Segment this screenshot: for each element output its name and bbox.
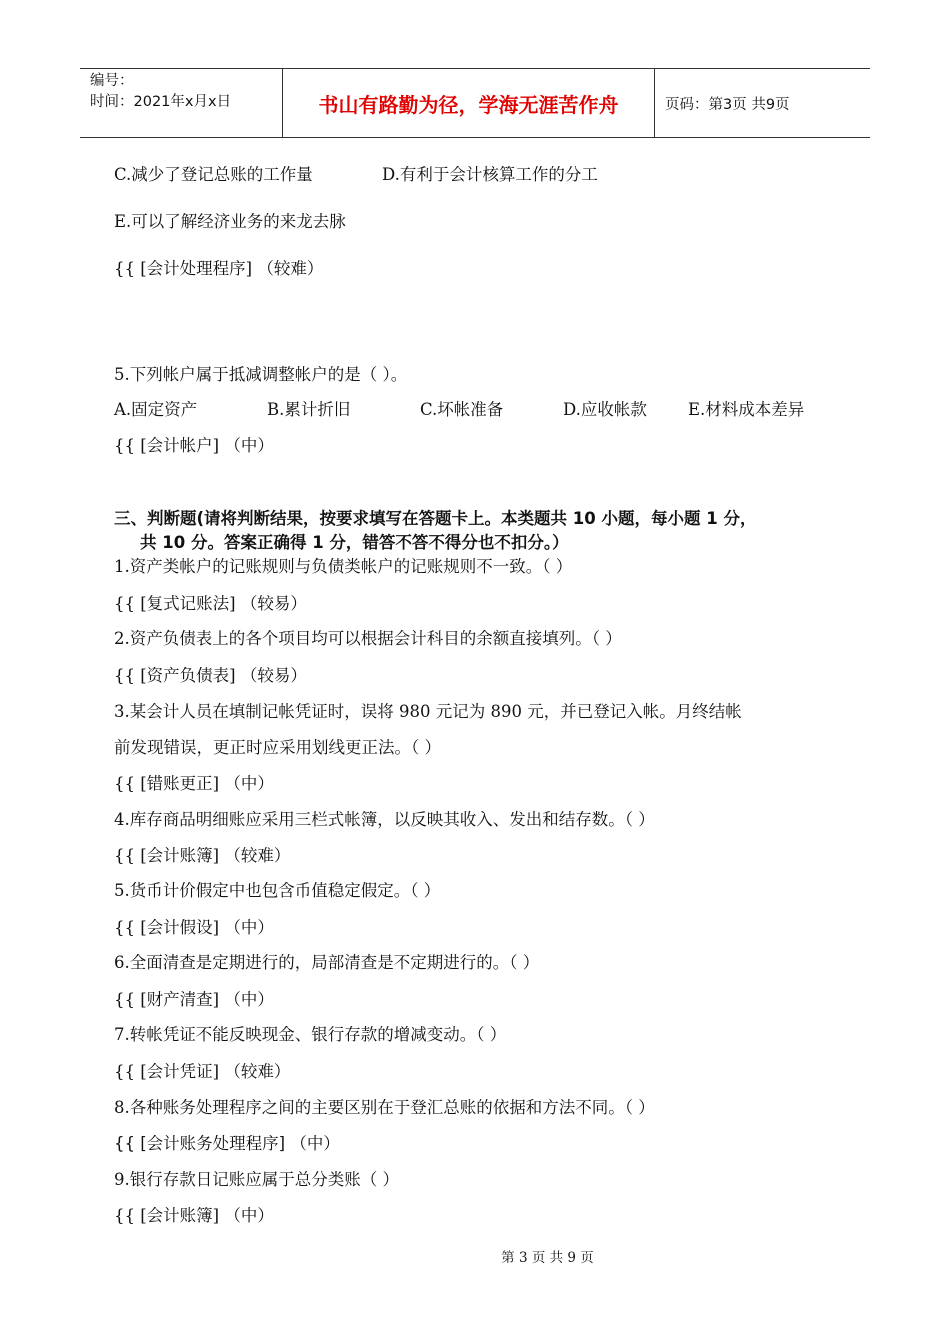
- q5-option-d: D.应收帐款: [563, 400, 647, 419]
- page-header: [80, 68, 870, 138]
- judge-7-tag: {{ [会计凭证] （较难）: [114, 1062, 291, 1081]
- q5-question: 5.下列帐户属于抵减调整帐户的是（ ）。: [114, 365, 408, 384]
- judge-8: 8.各种账务处理程序之间的主要区别在于登汇总账的依据和方法不同。（ ）: [114, 1098, 655, 1117]
- judge-8-tag: {{ [会计账务处理程序] （中）: [114, 1134, 340, 1153]
- judge-3-line1: 3.某会计人员在填制记帐凭证时，误将 980 元记为 890 元，并已登记入帐。月终结帐: [114, 702, 742, 721]
- q4-option-d: D.有利于会计核算工作的分工: [382, 165, 598, 184]
- q5-tag: {{ [会计帐户] （中）: [114, 436, 274, 455]
- judge-2-tag: {{ [资产负债表] （较易）: [114, 666, 307, 685]
- header-motto: 书山有路勤为径，学海无涯苦作舟: [283, 69, 655, 137]
- judge-4-tag: {{ [会计账簿] （较难）: [114, 846, 291, 865]
- judge-1-tag: {{ [复式记账法] （较易）: [114, 594, 307, 613]
- q5-option-c: C.坏帐准备: [420, 400, 504, 419]
- judge-5: 5.货币计价假定中也包含币值稳定假定。（ ）: [114, 881, 441, 900]
- judge-6-tag: {{ [财产清查] （中）: [114, 990, 274, 1009]
- judge-5-tag: {{ [会计假设] （中）: [114, 918, 274, 937]
- header-page-info: 页码：第3页 共9页: [665, 96, 790, 113]
- section-title-line2: 共 10 分。答案正确得 1 分，错答不答不得分也不扣分。）: [140, 533, 569, 552]
- judge-9: 9.银行存款日记账应属于总分类账（ ）: [114, 1170, 399, 1189]
- judge-3-line2: 前发现错误，更正时应采用划线更正法。（ ）: [114, 738, 441, 757]
- q5-option-e: E.材料成本差异: [688, 400, 805, 419]
- q5-option-b: B.累计折旧: [267, 400, 351, 419]
- section-title-line1: 三、判断题(请将判断结果，按要求填写在答题卡上。本类题共 10 小题，每小题 1 分，: [114, 509, 757, 528]
- q4-option-c: C.减少了登记总账的工作量: [114, 165, 313, 184]
- judge-7: 7.转帐凭证不能反映现金、银行存款的增减变动。（ ）: [114, 1025, 507, 1044]
- judge-2: 2.资产负债表上的各个项目均可以根据会计科目的余额直接填列。（ ）: [114, 629, 622, 648]
- q5-options: [114, 396, 804, 420]
- judge-3-tag: {{ [错账更正] （中）: [114, 774, 274, 793]
- q5-option-a: A.固定资产: [114, 400, 198, 419]
- q4-option-e: E.可以了解经济业务的来龙去脉: [114, 212, 346, 231]
- judge-1: 1.资产类帐户的记账规则与负债类帐户的记账规则不一致。（ ）: [114, 557, 573, 576]
- header-time: 时间：2021年x月x日: [90, 94, 232, 110]
- judge-4: 4.库存商品明细账应采用三栏式帐簿，以反映其收入、发出和结存数。（ ）: [114, 810, 655, 829]
- judge-9-tag: {{ [会计账簿] （中）: [114, 1206, 274, 1225]
- judge-6: 6.全面清查是定期进行的，局部清查是不定期进行的。（ ）: [114, 953, 540, 972]
- page-footer: 第 3 页 共 9 页: [501, 1250, 594, 1266]
- header-number: 编号：: [90, 73, 134, 89]
- q4-options-cd: [114, 161, 598, 185]
- q4-tag: {{ [会计处理程序] （较难）: [114, 259, 324, 278]
- header-meta: [80, 69, 283, 137]
